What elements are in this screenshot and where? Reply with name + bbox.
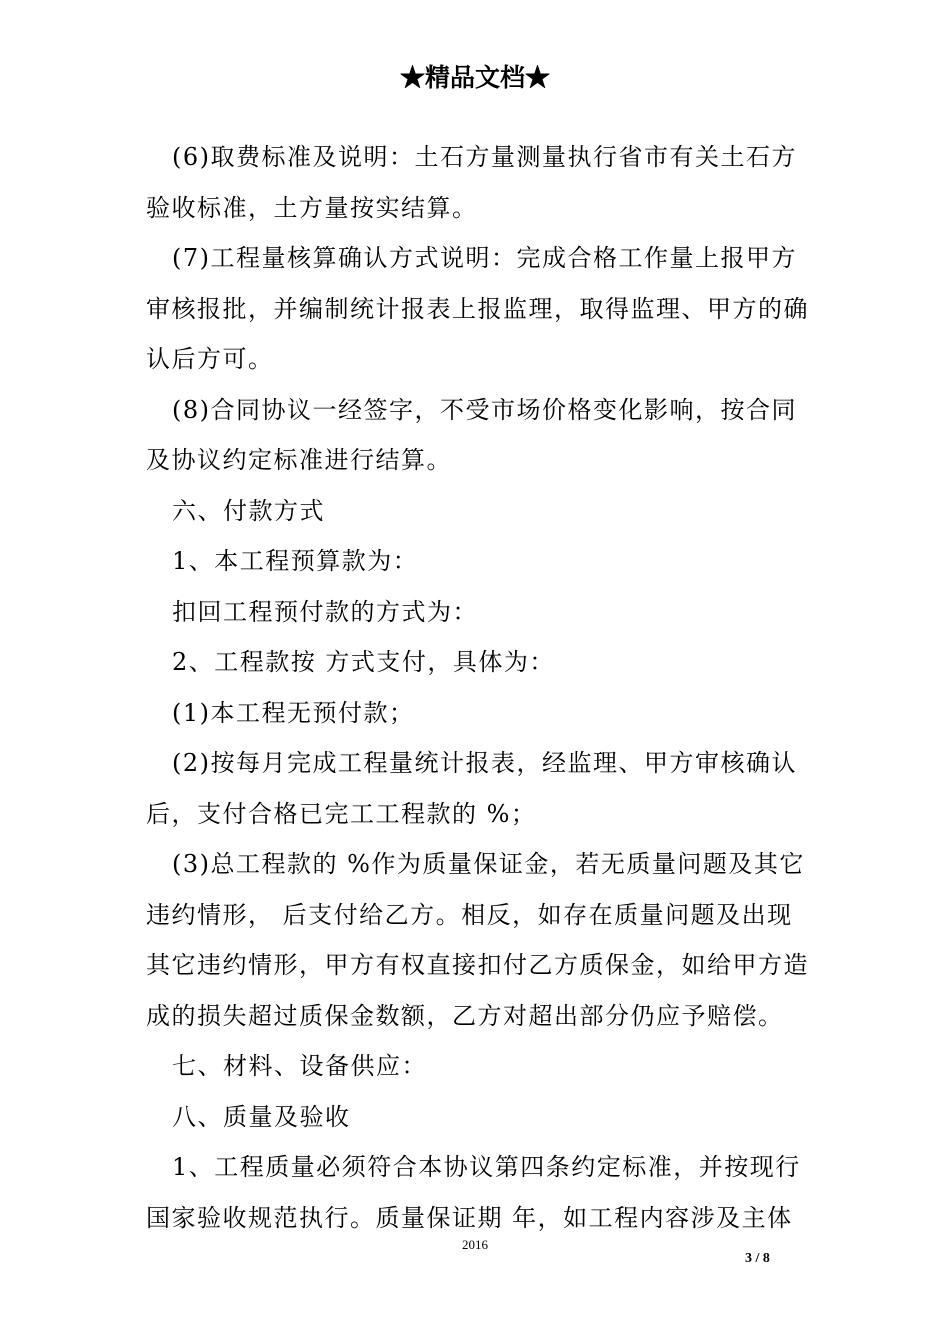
text-line: 扣回工程预付款的方式为： xyxy=(172,597,478,626)
text-line: 后，支付合格已完工工程款的 %； xyxy=(146,799,537,828)
text-line: (1)本工程无预付款； xyxy=(172,698,415,727)
text-line: 及协议约定标准进行结算。 xyxy=(146,446,452,474)
text-line: 其它违约情形，甲方有权直接扣付乙方质保金，如给甲方造 xyxy=(146,951,809,979)
text-line: (6)取费标准及说明：土石方量测量执行省市有关土石方 xyxy=(172,143,797,171)
text-line: (3)总工程款的 %作为质量保证金，若无质量问题及其它 xyxy=(172,850,805,878)
text-line: 八、质量及验收 xyxy=(172,1102,351,1131)
text-line: (7)工程量核算确认方式说明：完成合格工作量上报甲方 xyxy=(172,244,797,272)
text-line: 2、工程款按 方式支付，具体为： xyxy=(172,648,555,676)
text-line: 国家验收规范执行。质量保证期 年，如工程内容涉及主体 xyxy=(146,1203,793,1232)
text-line: 审核报批，并编制统计报表上报监理，取得监理、甲方的确 xyxy=(146,294,809,323)
text-line: 认后方可。 xyxy=(146,345,274,373)
text-line: 六、付款方式 xyxy=(172,496,325,525)
text-line: 七、材料、设备供应： xyxy=(172,1052,427,1080)
text-line: 1、工程质量必须符合本协议第四条约定标准，并按现行 xyxy=(172,1153,801,1181)
page-header-title: ★精品文档★ xyxy=(399,63,550,92)
text-line: (2)按每月完成工程量统计报表，经监理、甲方审核确认 xyxy=(172,749,797,777)
text-line: 1、本工程预算款为： xyxy=(172,547,419,575)
document-body xyxy=(146,132,824,1243)
text-line: 违约情形， 后支付给乙方。相反，如存在质量问题及出现 xyxy=(146,900,793,929)
page-number: 3 / 8 xyxy=(745,1251,770,1266)
text-line: 成的损失超过质保金数额，乙方对超出部分仍应予赔偿。 xyxy=(146,1001,784,1030)
text-line: 验收标准，土方量按实结算。 xyxy=(146,193,478,222)
text-line: (8)合同协议一经签字，不受市场价格变化影响，按合同 xyxy=(172,395,797,424)
footer-year: 2016 xyxy=(462,1237,488,1252)
